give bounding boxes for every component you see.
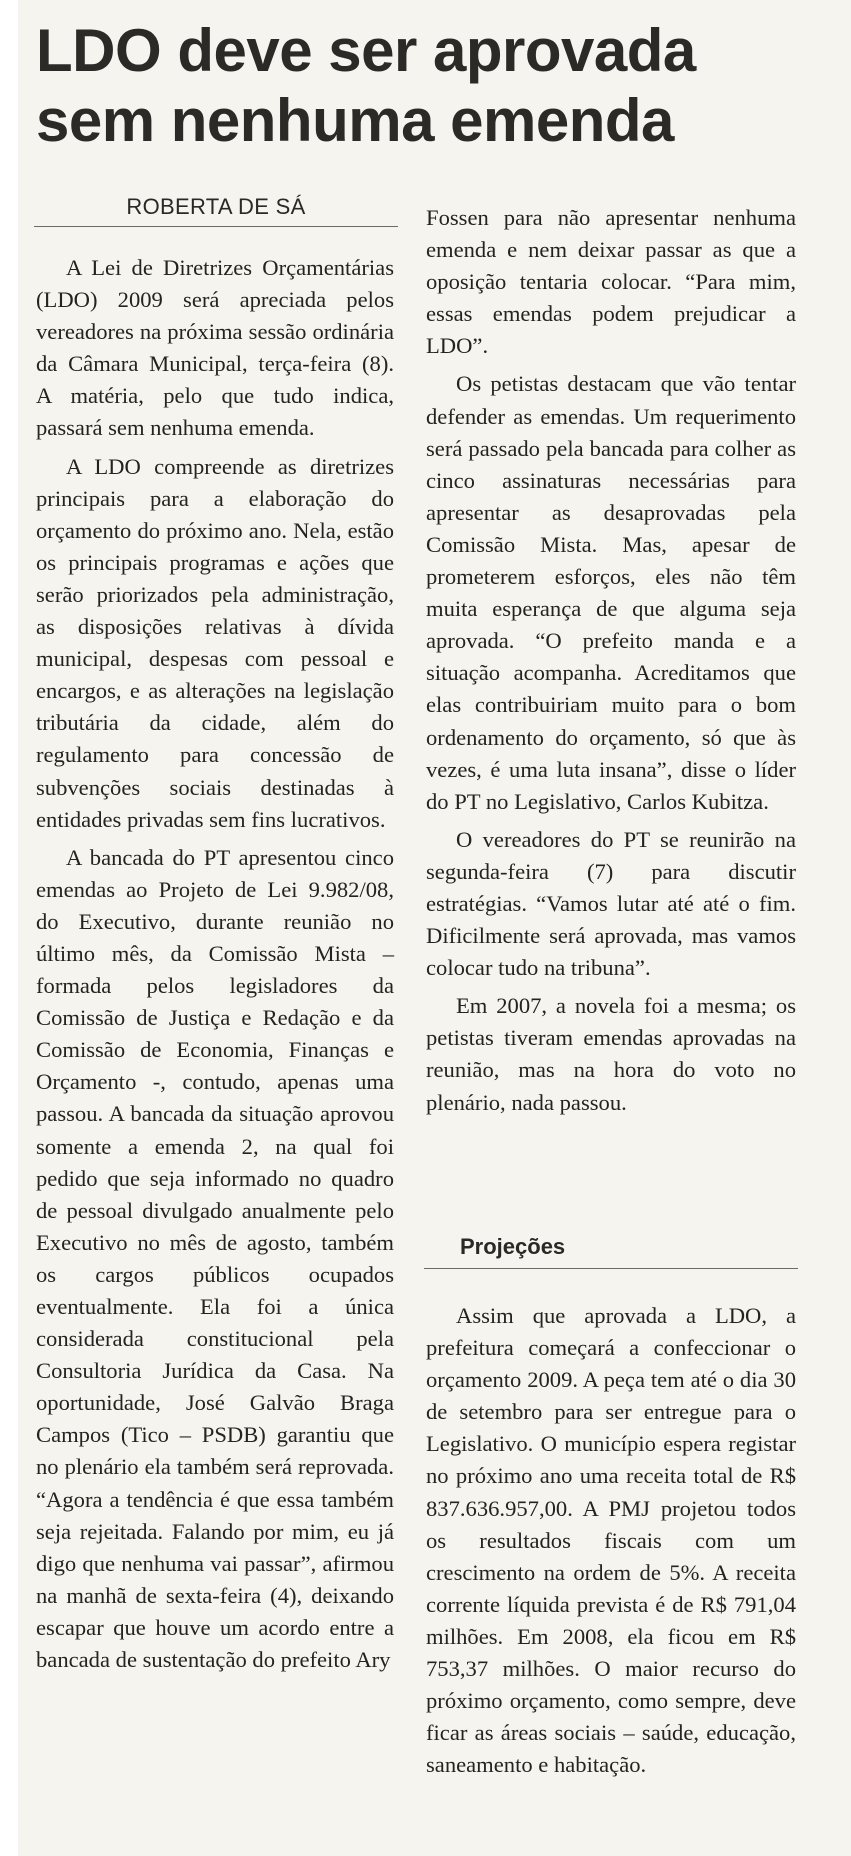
headline-line-1: LDO deve ser aprovada — [36, 17, 696, 84]
projections-section — [426, 1300, 796, 1787]
byline-rule — [34, 192, 398, 227]
headline-line-2: sem nenhuma emenda — [36, 87, 674, 154]
article-column-right — [426, 202, 796, 1125]
subhead-rule — [424, 1232, 798, 1269]
headline — [36, 16, 836, 156]
paragraph: O vereadores do PT se reunirão na segunda-feira (7) para discutir estratégias. “Vamos lutar até até o fim. Dificilmente será aprovada, mas vamos colocar tudo na tribuna”. — [426, 826, 796, 981]
paragraph: Em 2007, a novela foi a mesma; os petistas tiveram emendas aprovadas na reunião, mas na hora do voto no plenário, nada passou. — [426, 993, 796, 1115]
byline: ROBERTA DE SÁ — [126, 194, 306, 219]
paragraph: A bancada do PT apresentou cinco emendas ao Projeto de Lei 9.982/08, do Executivo, durante reunião no último mês, da Comissão Mista – formada pelos legisladores da Comissão de Justiça e Redação e da Comissão de Economia, Finanças e Orçamento -, contudo, apenas uma passou. A bancada da situação aprovou somente a emenda 2, na qual foi pedido que seja informado no quadro de pessoal divulgado anualmente pelo Executivo no mês de agosto, também os cargos públicos ocupados eventualmente. Ela foi a única considerada constitucional pela Consultoria Jurídica da Casa. Na oportunidade, José Galvão Braga Campos (Tico – PSDB) garantiu que no plenário ela também será reprovada. “Agora a tendência é que essa também seja rejeitada. Falando por mim, eu já digo que nenhuma vai passar”, afirmou na manhã de sexta-feira (4), deixando escapar que houve um acordo entre a bancada de sustentação do prefeito Ary — [36, 844, 394, 1673]
paragraph: Os petistas destacam que vão tentar defender as emendas. Um requerimento será passado pela bancada para colher as cinco assinaturas necessárias para apresentar as desaprovadas pela Comissão Mista. Mas, apesar de prometerem esforços, eles não têm muita esperança de que alguma seja aprovada. “O prefeito manda e a situação acompanha. Acreditamos que elas contribuiriam muito para o bom ordenamento do orçamento, só que às vezes, é uma luta insana”, disse o líder do PT no Legislativo, Carlos Kubitza. — [426, 371, 796, 814]
paragraph: A Lei de Diretrizes Orçamentárias (LDO) 2009 será apreciada pelos vereadores na próxima sessão ordinária da Câmara Municipal, terça-feira (8). A matéria, pelo que tudo indica, passará sem nenhuma emenda. — [36, 255, 394, 441]
subhead-projecoes: Projeções — [460, 1234, 566, 1259]
paragraph-continued: Fossen para não apresentar nenhuma emenda e nem deixar passar as que a oposição tentaria colocar. “Para mim, essas emendas podem prejudicar a LDO”. — [426, 205, 796, 359]
paragraph: A LDO compreende as diretrizes principais para a elaboração do orçamento do próximo ano. Nela, estão os principais programas e ações que serão priorizados pela administração, as disposições relativas à dívida municipal, despesas com pessoal e encargos, e as alterações na legislação tributária da cidade, além do regulamento para concessão de subvenções sociais destinadas à entidades privadas sem fins lucrativos. — [36, 453, 394, 832]
paragraph: Assim que aprovada a LDO, a prefeitura começará a confeccionar o orçamento 2009. A peça tem até o dia 30 de setembro para ser entregue para o Legislativo. O município espera registar no próximo ano uma receita total de R$ 837.636.957,00. A PMJ projetou todos os resultados fiscais com um crescimento na ordem de 5%. A receita corrente líquida prevista é de R$ 791,04 milhões. Em 2008, ela ficou em R$ 753,37 milhões. O maior recurso do próximo orçamento, como sempre, deve ficar as áreas sociais – saúde, educação, saneamento e habitação. — [426, 1303, 796, 1778]
page-margin — [0, 0, 18, 1856]
article-column-left — [36, 252, 394, 1682]
